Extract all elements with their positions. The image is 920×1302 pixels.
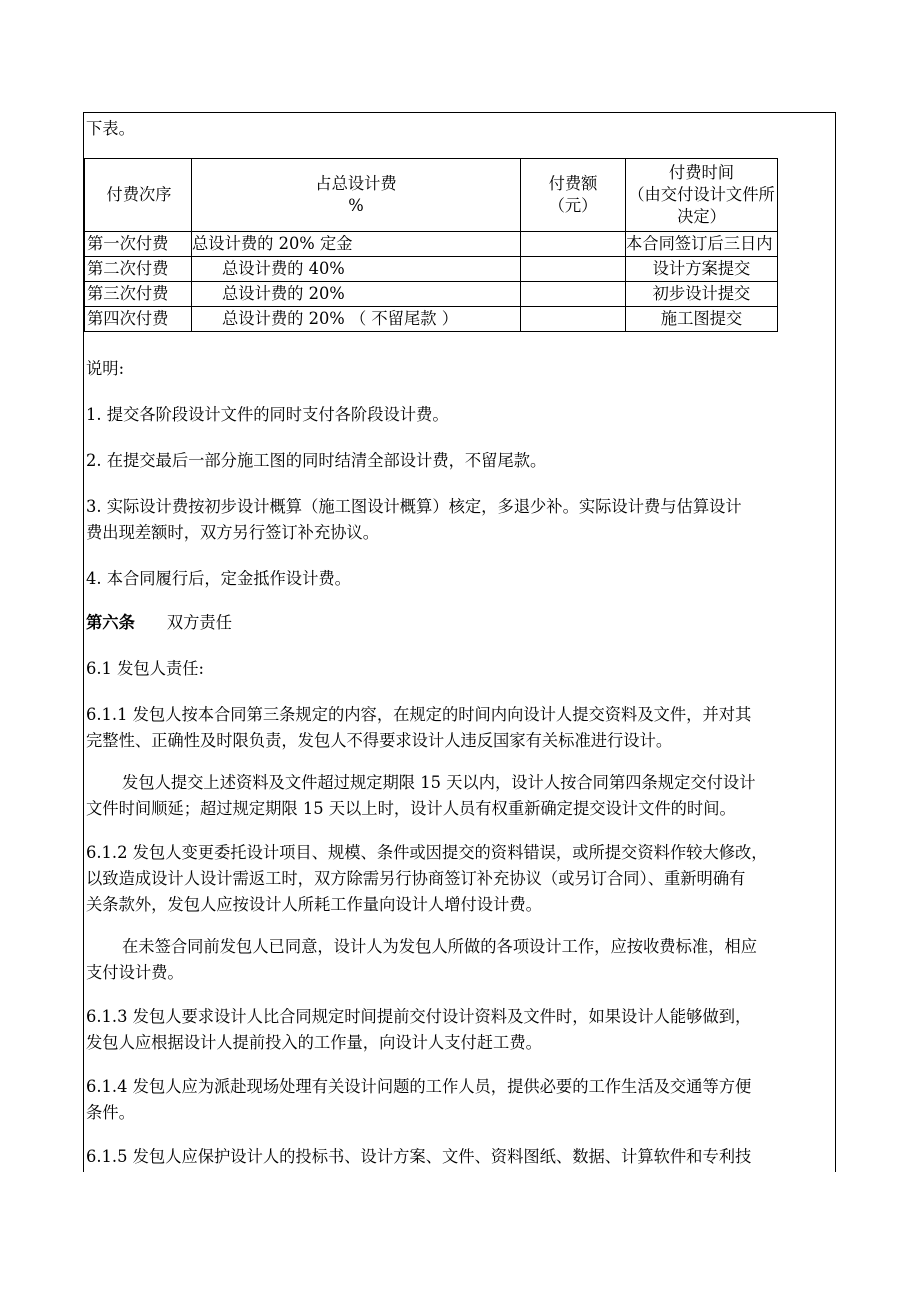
table-row — [85, 257, 778, 282]
row-time: 设计方案提交 — [626, 257, 778, 282]
row-percent: 总设计费的 20% — [192, 282, 521, 307]
table-header-row — [85, 159, 778, 232]
header-stage: 付费次序 — [85, 159, 192, 232]
row-percent: 总设计费的 40% — [192, 257, 521, 282]
payment-schedule-table — [84, 158, 778, 332]
header-time: 付费时间 （由交付设计文件所 决定） — [626, 159, 778, 232]
section-6-1-1-para2: 发包人提交上述资料及文件超过规定期限 15 天以内，设计人按合同第四条规定交付设计 文件时间顺延；超过规定期限 15 天以上时，设计人员有权重新确定提交设计文件的时间。 — [86, 773, 756, 818]
row-amount — [521, 232, 626, 257]
article-title: 双方责任 — [166, 613, 232, 632]
section-6-1-4: 6.1.4 发包人应为派赴现场处理有关设计问题的工作人员，提供必要的工作生活及交通等方便 条件。 — [86, 1077, 752, 1122]
row-amount — [521, 257, 626, 282]
header-amount: 付费额 （元） — [521, 159, 626, 232]
row-percent: 总设计费的 20% （ 不留尾款 ） — [192, 307, 521, 332]
note-item-4: 4. 本合同履行后，定金抵作设计费。 — [86, 569, 351, 588]
row-stage: 第一次付费 — [85, 232, 192, 257]
table-row — [85, 232, 778, 257]
article-6-title — [86, 610, 836, 636]
note-item-3: 3. 实际设计费按初步设计概算（施工图设计概算）核定，多退少补。实际设计费与估算设计 费出现差额时，双方另行签订补充协议。 — [86, 497, 742, 542]
row-time: 初步设计提交 — [626, 282, 778, 307]
header-percent: 占总设计费 % — [192, 159, 521, 232]
row-amount — [521, 307, 626, 332]
row-time: 本合同签订后三日内 — [626, 232, 778, 257]
section-6-1-3: 6.1.3 发包人要求设计人比合同规定时间提前交付设计资料及文件时，如果设计人能够做到， 发包人应根据设计人提前投入的工作量，向设计人支付赶工费。 — [86, 1007, 752, 1052]
document-frame — [83, 112, 836, 1172]
note-item-2: 2. 在提交最后一部分施工图的同时结清全部设计费，不留尾款。 — [86, 451, 547, 470]
row-stage: 第三次付费 — [85, 282, 192, 307]
section-6-1-5: 6.1.5 发包人应保护设计人的投标书、设计方案、文件、资料图纸、数据、计算软件和专利技 — [86, 1147, 752, 1166]
row-stage: 第四次付费 — [85, 307, 192, 332]
section-6-1-2-para2: 在未签合同前发包人已同意，设计人为发包人所做的各项设计工作，应按收费标准，相应 支付设计费。 — [86, 937, 757, 982]
intro-text: 下表。 — [86, 119, 135, 138]
row-amount — [521, 282, 626, 307]
notes-heading: 说明: — [86, 359, 125, 378]
table-row — [85, 282, 778, 307]
article-number: 第六条 — [86, 613, 135, 632]
row-time: 施工图提交 — [626, 307, 778, 332]
section-6-1: 6.1 发包人责任: — [86, 659, 204, 678]
section-6-1-2: 6.1.2 发包人变更委托设计项目、规模、条件或因提交的资料错误，或所提交资料作较大修改， 以致造成设计人设计需返工时，双方除需另行协商签订补充协议（或另订合同）、重新明确有 关条款外，发包人应按设计人所耗工作量向设计人增付设计费。 — [86, 843, 768, 914]
section-6-1-1: 6.1.1 发包人按本合同第三条规定的内容，在规定的时间内向设计人提交资料及文件，并对其 完整性、正确性及时限负责，发包人不得要求设计人违反国家有关标准进行设计。 — [86, 705, 752, 750]
row-percent: 总设计费的 20% 定金 — [192, 232, 521, 257]
note-item-1: 1. 提交各阶段设计文件的同时支付各阶段设计费。 — [86, 405, 449, 424]
row-stage: 第二次付费 — [85, 257, 192, 282]
table-row — [85, 307, 778, 332]
